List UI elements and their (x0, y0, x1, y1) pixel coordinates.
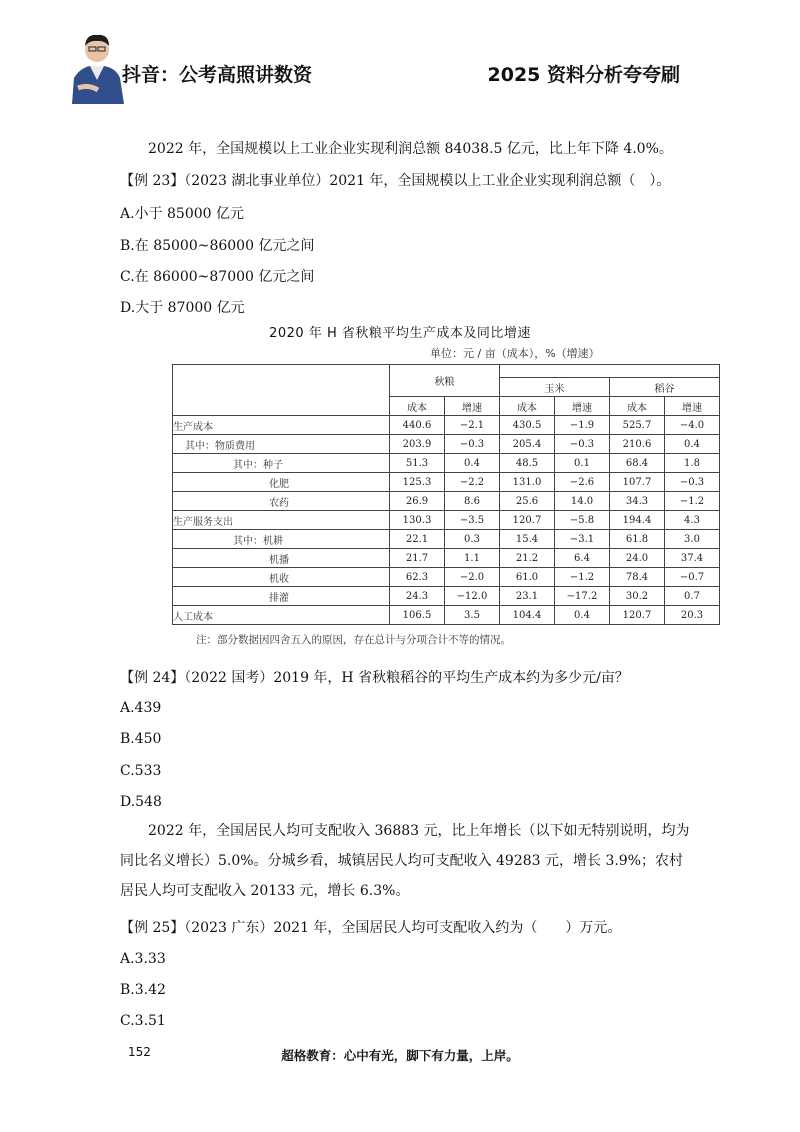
table-cell: 120.7 (610, 606, 665, 625)
table-row (173, 511, 720, 530)
table-cell: 440.6 (390, 416, 445, 435)
table-cell: 205.4 (500, 435, 555, 454)
table-cell: −3.1 (555, 530, 610, 549)
row-label: 农药 (173, 492, 390, 511)
table-row (173, 549, 720, 568)
footer-slogan: 超格教育：心中有光，脚下有力量，上岸。 (281, 1048, 519, 1063)
table-row (173, 587, 720, 606)
table-cell: −1.9 (555, 416, 610, 435)
table-cell: 125.3 (390, 473, 445, 492)
table-cell: 26.9 (390, 492, 445, 511)
table-cell: −12.0 (445, 587, 500, 606)
option-23-d: D.大于 87000 亿元 (120, 300, 245, 316)
option-24-c: C.533 (120, 763, 162, 779)
col-cost: 成本 (610, 397, 665, 416)
table-cell: 6.4 (555, 549, 610, 568)
table-cell: 120.7 (500, 511, 555, 530)
table-cell: 21.7 (390, 549, 445, 568)
crop-header-spacer (500, 365, 720, 378)
row-label: 机收 (173, 568, 390, 587)
table-cell: 430.5 (500, 416, 555, 435)
table-cell: 23.1 (500, 587, 555, 606)
table-cell: 48.5 (500, 454, 555, 473)
crop-rice: 稻谷 (610, 378, 720, 397)
table-cell: 8.6 (445, 492, 500, 511)
table-cell: −1.2 (665, 492, 720, 511)
table-row (173, 416, 720, 435)
col-growth: 增速 (555, 397, 610, 416)
table-cell: 78.4 (610, 568, 665, 587)
table-header-row (173, 365, 720, 378)
table-cell: 210.6 (610, 435, 665, 454)
option-24-b: B.450 (120, 731, 162, 747)
table-cell: 107.7 (610, 473, 665, 492)
table-row (173, 492, 720, 511)
table-cell: 0.4 (555, 606, 610, 625)
table-cell: 61.8 (610, 530, 665, 549)
table-cell: 1.8 (665, 454, 720, 473)
row-label: 其中：物质费用 (173, 435, 390, 454)
table-cell: 194.4 (610, 511, 665, 530)
col-growth: 增速 (665, 397, 720, 416)
col-growth: 增速 (445, 397, 500, 416)
table-cell: 0.4 (665, 435, 720, 454)
table-cell: −2.2 (445, 473, 500, 492)
table-row (173, 473, 720, 492)
row-label: 生产服务支出 (173, 511, 390, 530)
table-row (173, 530, 720, 549)
table-cell: −1.2 (555, 568, 610, 587)
channel-title: 抖音：公考高照讲数资 (122, 64, 313, 86)
option-24-a: A.439 (120, 700, 162, 716)
table-cell: 22.1 (390, 530, 445, 549)
table-unit: 单位：元 / 亩（成本），%（增速） (430, 347, 600, 360)
table-cell: 3.0 (665, 530, 720, 549)
table-cell: 62.3 (390, 568, 445, 587)
table-cell: −3.5 (445, 511, 500, 530)
option-24-d: D.548 (120, 794, 162, 810)
table-row (173, 454, 720, 473)
table-cell: −0.3 (555, 435, 610, 454)
table-cell: 0.3 (445, 530, 500, 549)
question-24: 【例 24】（2022 国考）2019 年，H 省秋粮稻谷的平均生产成本约为多少元/亩？ (120, 670, 629, 686)
page-header (0, 0, 800, 110)
table-cell: 106.5 (390, 606, 445, 625)
question-25: 【例 25】（2023 广东）2021 年，全国居民人均可支配收入约为（ ）万元。 (120, 920, 622, 936)
question-23: 【例 23】（2023 湖北事业单位）2021 年，全国规模以上工业企业实现利润总额（ ）。 (120, 173, 671, 189)
table-cell: −4.0 (665, 416, 720, 435)
table-cell: 14.0 (555, 492, 610, 511)
row-label: 其中：种子 (173, 454, 390, 473)
option-23-c: C.在 86000~87000 亿元之间 (120, 269, 315, 285)
table-cell: −2.1 (445, 416, 500, 435)
table-cell: 51.3 (390, 454, 445, 473)
table-cell: 130.3 (390, 511, 445, 530)
table-cell: −2.0 (445, 568, 500, 587)
table-cell: 4.3 (665, 511, 720, 530)
table-cell: 1.1 (445, 549, 500, 568)
table-cell: 203.9 (390, 435, 445, 454)
row-label: 机播 (173, 549, 390, 568)
table-title: 2020 年 H 省秋粮平均生产成本及同比增速 (269, 326, 531, 341)
table-cell: 30.2 (610, 587, 665, 606)
table-cell: −0.3 (665, 473, 720, 492)
table-cell: 24.0 (610, 549, 665, 568)
row-label: 其中：机耕 (173, 530, 390, 549)
option-23-a: A.小于 85000 亿元 (120, 206, 244, 222)
page-number: 152 (128, 1045, 151, 1059)
table-cell: −0.3 (445, 435, 500, 454)
option-25-a: A.3.33 (120, 951, 166, 967)
table-cell: 24.3 (390, 587, 445, 606)
table-cell: 37.4 (665, 549, 720, 568)
series-title: 2025 资料分析夸夸刷 (487, 64, 680, 86)
row-label: 人工成本 (173, 606, 390, 625)
option-25-c: C.3.51 (120, 1013, 166, 1029)
paragraph-income: 2022 年，全国居民人均可支配收入 36883 元，比上年增长（以下如无特别说明，均为同比名义增长）5.0%。分城乡看，城镇居民人均可支配收入 49283 元，增长 3.9%；农村居民人均可支配收入 20133 元，增长 6.3%。 (120, 823, 690, 899)
table-cell: −0.7 (665, 568, 720, 587)
row-label: 排灌 (173, 587, 390, 606)
table-cell: 104.4 (500, 606, 555, 625)
table-cell: 131.0 (500, 473, 555, 492)
presenter-photo (68, 28, 126, 104)
option-25-b: B.3.42 (120, 982, 166, 998)
table-cell: −2.6 (555, 473, 610, 492)
cost-table (172, 364, 720, 625)
table-cell: 21.2 (500, 549, 555, 568)
option-23-b: B.在 85000~86000 亿元之间 (120, 238, 315, 254)
table-cell: 68.4 (610, 454, 665, 473)
table-cell: −17.2 (555, 587, 610, 606)
group-header: 秋粮 (390, 365, 500, 397)
table-cell: 61.0 (500, 568, 555, 587)
table-row (173, 568, 720, 587)
row-label: 生产成本 (173, 416, 390, 435)
crop-corn: 玉米 (500, 378, 610, 397)
table-cell: 25.6 (500, 492, 555, 511)
table-cell: 0.1 (555, 454, 610, 473)
table-cell: 20.3 (665, 606, 720, 625)
table-note: 注：部分数据因四舍五入的原因，存在总计与分项合计不等的情况。 (196, 634, 511, 646)
table-cell: 3.5 (445, 606, 500, 625)
table-row (173, 606, 720, 625)
table-corner (173, 365, 390, 416)
table-cell: 0.4 (445, 454, 500, 473)
row-label: 化肥 (173, 473, 390, 492)
table-cell: 0.7 (665, 587, 720, 606)
col-cost: 成本 (390, 397, 445, 416)
table-cell: 15.4 (500, 530, 555, 549)
table-row (173, 435, 720, 454)
paragraph-profit: 2022 年，全国规模以上工业企业实现利润总额 84038.5 亿元，比上年下降 4.0%。 (148, 141, 673, 157)
table-cell: 525.7 (610, 416, 665, 435)
table-cell: 34.3 (610, 492, 665, 511)
table-cell: −5.8 (555, 511, 610, 530)
col-cost: 成本 (500, 397, 555, 416)
